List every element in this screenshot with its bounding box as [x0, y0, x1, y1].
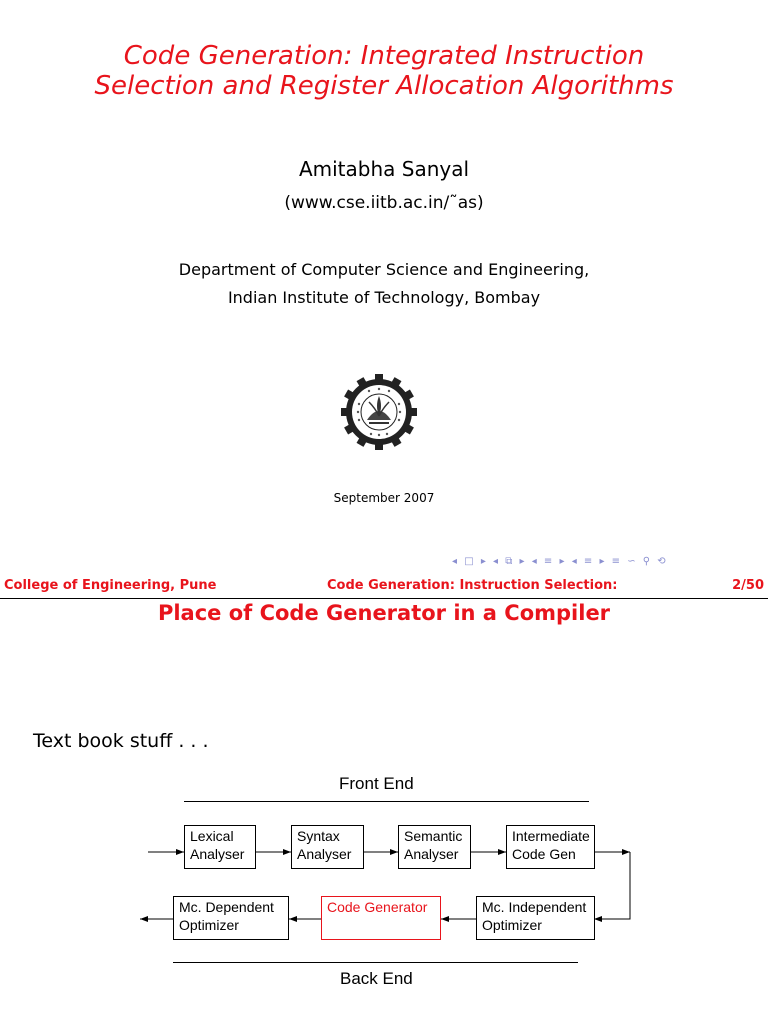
footer-talk-title: Code Generation: Instruction Selection:: [327, 578, 618, 593]
lexical-analyser-box: Lexical Analyser: [184, 825, 256, 869]
institute-logo: [339, 372, 419, 452]
slide-2-title: Place of Code Generator in a Compiler: [157, 601, 611, 625]
front-end-rule: [184, 801, 589, 802]
back-end-rule: [173, 962, 578, 963]
syntax-analyser-box: Syntax Analyser: [291, 825, 364, 869]
institute-line: Indian Institute of Technology, Bombay: [227, 288, 541, 307]
author-name: Amitabha Sanyal: [298, 157, 470, 181]
slide-title-line-2: Selection and Register Allocation Algorithms: [94, 71, 674, 101]
slide-title-line-1: Code Generation: Integrated Instruction: [123, 41, 645, 71]
footer-institution: College of Engineering, Pune: [4, 578, 217, 593]
mc-independent-optimizer-box: Mc. Independent Optimizer: [476, 896, 595, 940]
back-end-label: Back End: [340, 969, 413, 988]
semantic-analyser-box: Semantic Analyser: [398, 825, 471, 869]
slide-2-intro-text: Text book stuff . . .: [33, 730, 209, 752]
intermediate-code-gen-box: Intermediate Code Gen: [506, 825, 595, 869]
department-line: Department of Computer Science and Engineering,: [178, 260, 590, 279]
presentation-date: September 2007: [333, 491, 435, 505]
code-generator-box: Code Generator: [321, 896, 441, 940]
front-end-label: Front End: [339, 774, 414, 793]
author-url: (www.cse.iitb.ac.in/˜as): [284, 193, 484, 213]
footer-page-number: 2/50: [732, 578, 764, 593]
footer-divider: [0, 598, 768, 599]
beamer-navigation-icons[interactable]: ◂ □ ▸ ◂ ⧉ ▸ ◂ ≡ ▸ ◂ ≡ ▸ ≡ ∽ ⚲ ⟲: [452, 556, 668, 567]
mc-dependent-optimizer-box: Mc. Dependent Optimizer: [173, 896, 289, 940]
